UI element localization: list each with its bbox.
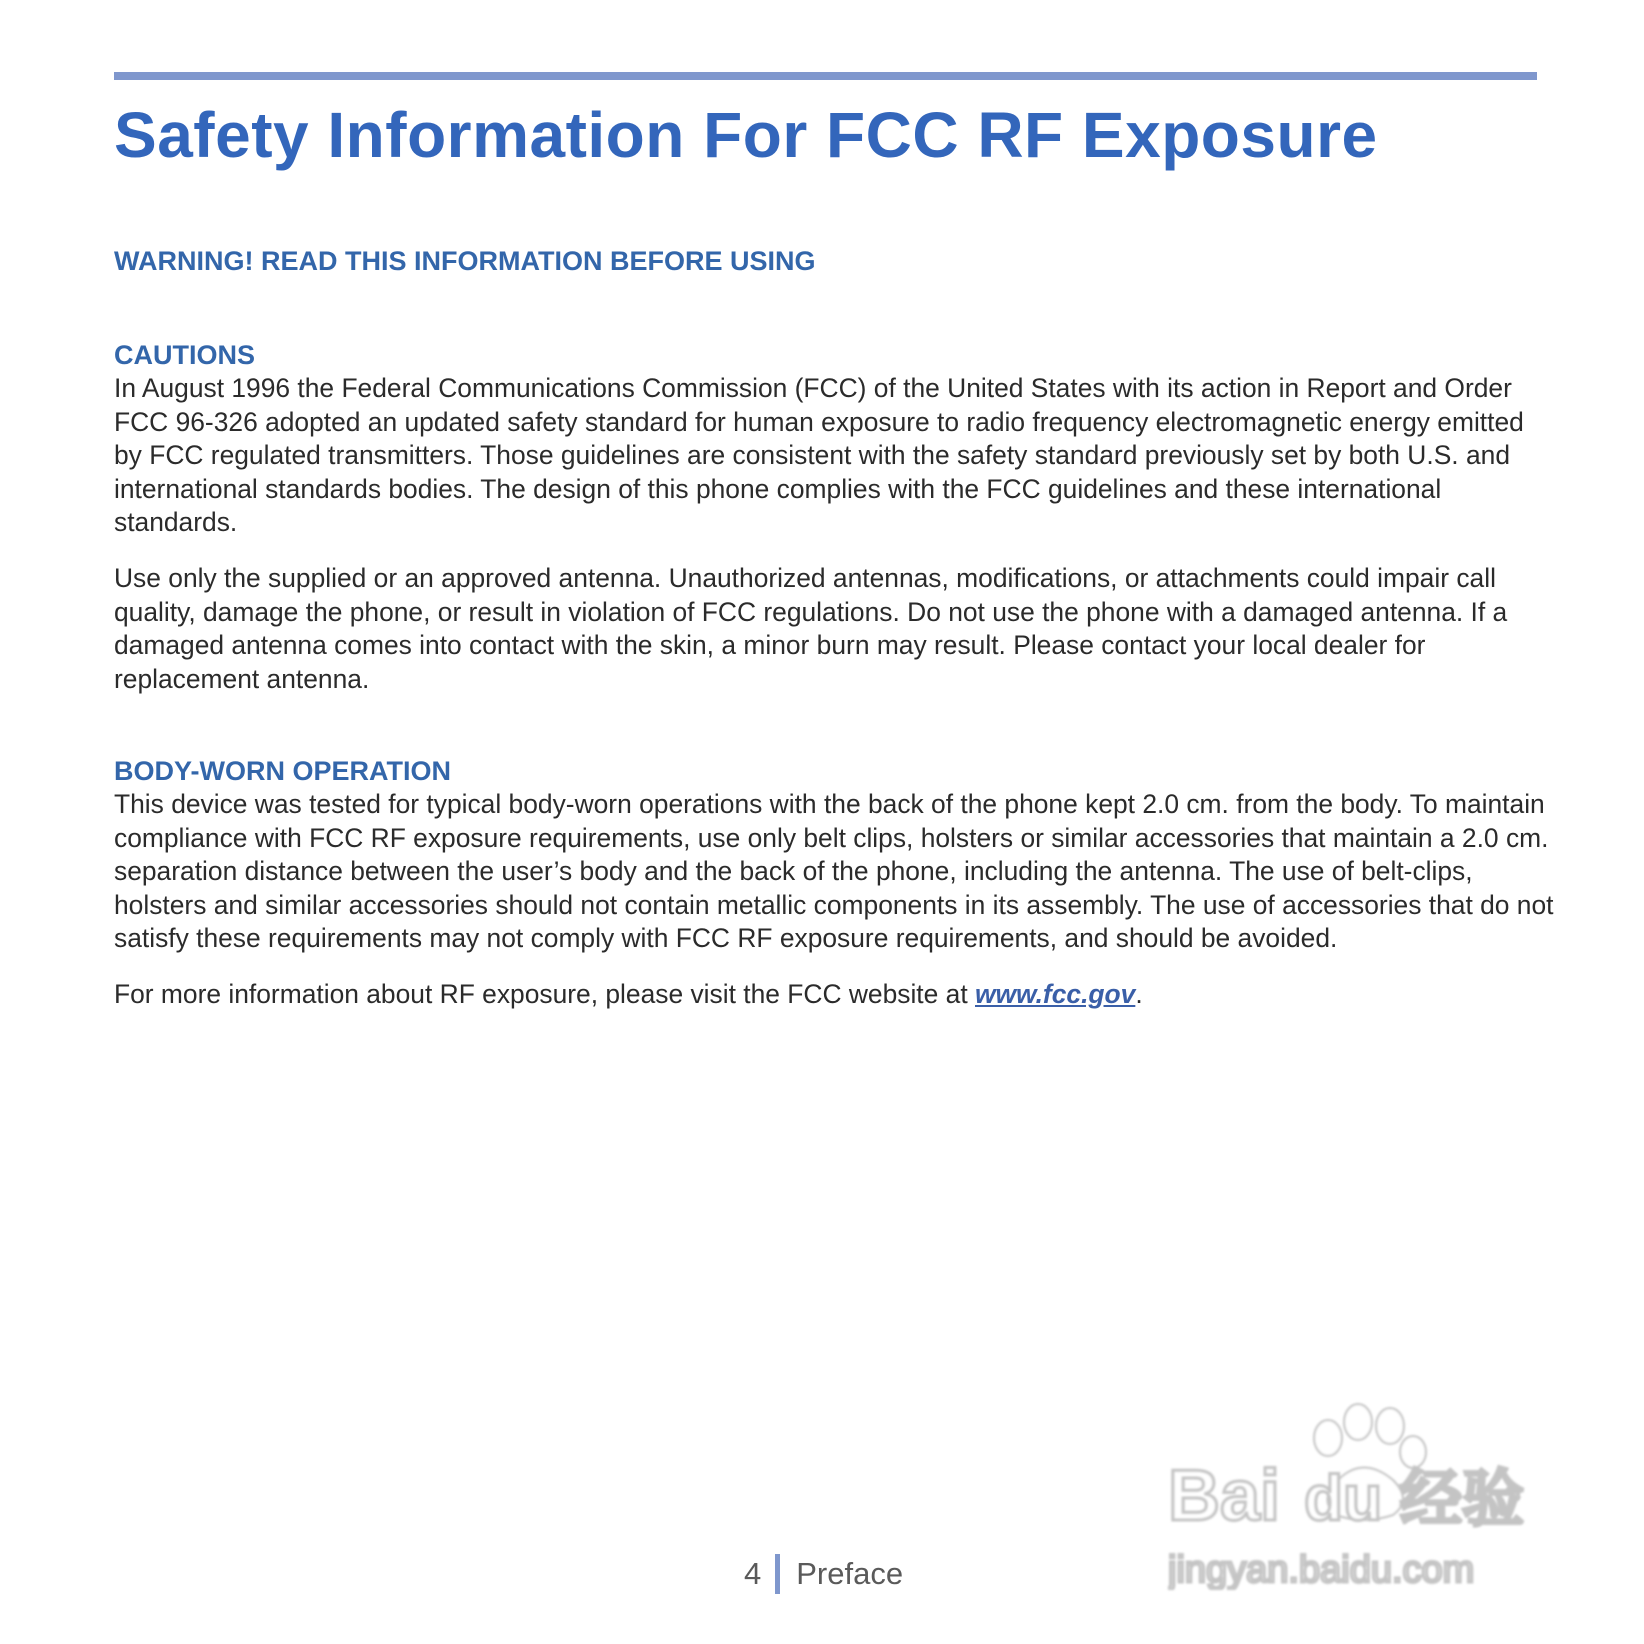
baidu-jingyan-watermark <box>1168 1400 1558 1590</box>
svg-text:经验: 经验 <box>1400 1465 1525 1534</box>
footer-section-label: Preface <box>796 1556 904 1591</box>
warning-heading: WARNING! READ THIS INFORMATION BEFORE USING <box>114 246 816 276</box>
svg-text:jingyan.baidu.com: jingyan.baidu.com <box>1168 1549 1475 1590</box>
body-worn-heading: BODY-WORN OPERATION <box>114 756 451 786</box>
baidu-paw-logo-icon <box>1168 1400 1558 1590</box>
cautions-paragraph-1: In August 1996 the Federal Communications Commission (FCC) of the United States with its action in Report and Order FCC 96-326 adopted an updated safety standard for human exposure to radio frequency electromagnetic energy emitted by FCC regulated transmitters. Those guidelines are consistent with the safety standard previously set by both U.S. and international standards bodies. The design of this phone complies with the FCC guidelines and these international standards. <box>114 373 1524 538</box>
page-number: 4 <box>744 1556 762 1591</box>
page-footer <box>744 1553 903 1595</box>
page-title: Safety Information For FCC RF Exposure <box>114 99 1378 171</box>
svg-text:Bai: Bai <box>1168 1456 1281 1536</box>
cautions-heading: CAUTIONS <box>114 340 255 370</box>
more-info-text: For more information about RF exposure, please visit the FCC website at <box>114 978 975 1009</box>
body-worn-paragraph-1: This device was tested for typical body-worn operations with the back of the phone kept 2.0 cm. from the body. To maintain compliance with FCC RF exposure requirements, use only belt clips, holsters or similar accessories that maintain a 2.0 cm. separation distance between the user’s body and the back of the phone, including the antenna. The use of belt-clips, holsters and similar accessories should not contain metallic components in its assembly. The use of accessories that do not satisfy these requirements may not comply with FCC RF exposure requirements, and should be avoided. <box>114 789 1554 954</box>
body-worn-section <box>114 754 1554 1012</box>
cautions-section <box>114 338 1554 696</box>
cautions-paragraph-2: Use only the supplied or an approved antenna. Unauthorized antennas, modifications, or attachments could impair call quality, damage the phone, or result in violation of FCC regulations. Do not use the phone with a damaged antenna. If a damaged antenna comes into contact with the skin, a minor burn may result. Please contact your local dealer for replacement antenna. <box>114 562 1508 694</box>
more-info-paragraph <box>114 978 1554 1012</box>
footer-divider <box>775 1554 780 1594</box>
fcc-website-link[interactable]: www.fcc.gov <box>975 978 1136 1009</box>
more-info-suffix: . <box>1135 978 1143 1009</box>
svg-text:du: du <box>1304 1462 1383 1534</box>
top-divider-rule <box>114 72 1537 80</box>
